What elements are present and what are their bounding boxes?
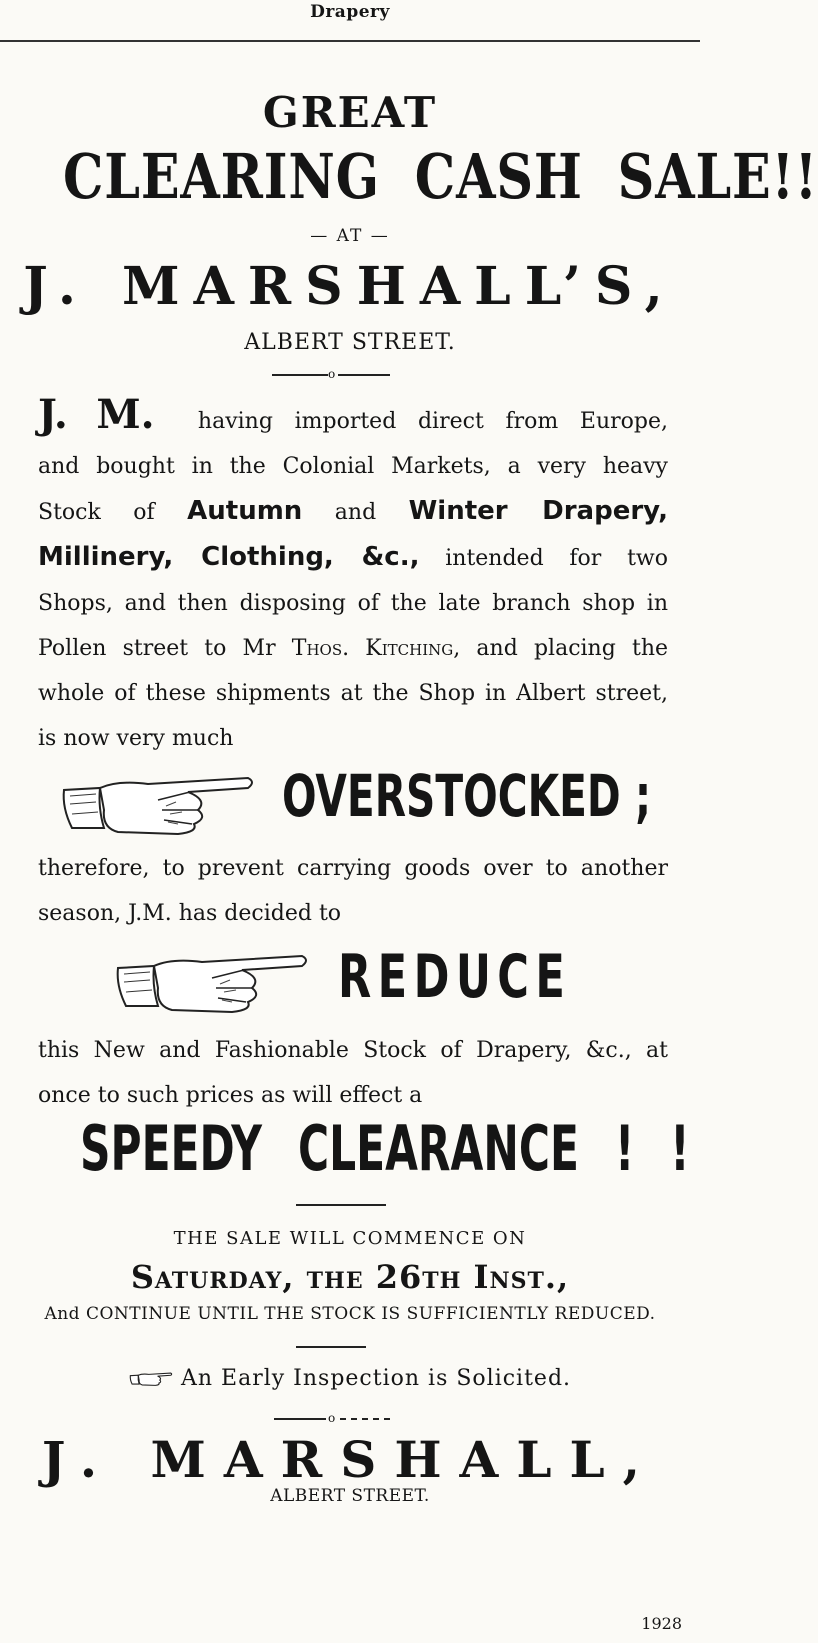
speedy-clearance-text: SPEEDY CLEARANCE ! ! bbox=[80, 1112, 690, 1185]
body-line: this New and Fashionable Stock of Drapery, &c., at bbox=[38, 1038, 668, 1063]
signature-name: J. MARSHALL, bbox=[41, 1430, 659, 1489]
headline-clearing-sale: CLEARING CASH SALE!! bbox=[63, 140, 818, 213]
initials: J. M. bbox=[38, 391, 155, 438]
body-line: season, J.M. has decided to bbox=[38, 901, 342, 926]
headline-great: GREAT bbox=[262, 88, 438, 137]
body-line: and bought in the Colonial Markets, a very heavy bbox=[38, 454, 668, 479]
body-line: once to such prices as will effect a bbox=[38, 1083, 423, 1108]
reduce-text: REDUCE bbox=[338, 942, 572, 1012]
merchant-name: J. MARSHALL’S, bbox=[23, 256, 677, 317]
pointing-hand-icon bbox=[112, 948, 312, 1018]
page-header bbox=[0, 0, 700, 42]
pointing-hand-icon bbox=[129, 1369, 173, 1389]
body-paragraph-3 bbox=[38, 1028, 668, 1118]
merchant-address: ALBERT STREET. bbox=[244, 330, 456, 355]
overstocked-text: OVERSTOCKED ; bbox=[282, 762, 652, 830]
sale-date: Saturday, the 26th Inst., bbox=[130, 1258, 570, 1296]
inspection-text: An Early Inspection is Solicited. bbox=[180, 1366, 572, 1391]
body-line: Shops, and then disposing of the late branch shop in bbox=[38, 591, 668, 616]
signature-address: ALBERT STREET. bbox=[270, 1486, 430, 1506]
body-line: whole of these shipments at the Shop in Albert street, bbox=[38, 681, 668, 706]
body-line: having imported direct from Europe, bbox=[197, 409, 668, 434]
body-paragraph-1: J. M. having imported direct from Europe, and bought in the Colonial Markets, a very heavy Stock of Autumn and Winter Drapery, Millinery, Clothing, &c., intended for two Shops, and then disposing of the late branch shop in Pollen street to Mr Thos. Kitching, and placing the whole of these shipments at the Shop in Albert street, is now very much bbox=[38, 392, 668, 761]
body-paragraph-2 bbox=[38, 846, 668, 936]
body-line: is now very much bbox=[38, 726, 234, 751]
advertisement-page: Drapery GREAT CLEARING CASH SALE!! — AT — J. MARSHALL’S, ALBERT STREET. o J. M. having imported direct from Europe, and bought in the Colonial Markets, a very heavy Stock of Autumn and Winter Drapery, Millinery, Clothing, &c., intended for two Shops, and then disposing of the late branch shop in Pollen street to Mr Thos. Kitching, and placing the whole of these shipments at the Shop in Albert street, is now very much OVERSTOCKED ; therefore, to prevent carrying goods over to another season, J.M. has decided to REDUCE this New and Fashionable Stock of Drapery, &c., at once to such prices as will effect a SPEEDY CLEARANCE ! ! THE SALE WILL COMMENCE ON Saturday, the 26th Inst., And CONTINUE UNTIL THE STOCK IS SUFFICIENTLY REDUCED. An Early Inspection is Solicited. o J. MARSHALL, ALBERT STREET. 1928 bbox=[0, 0, 700, 1643]
at-line: — AT — bbox=[310, 226, 390, 246]
page-number: 1928 bbox=[641, 1614, 682, 1633]
divider-rule bbox=[296, 1346, 366, 1348]
inspection-line bbox=[0, 1366, 700, 1391]
section-title: Drapery bbox=[310, 2, 390, 22]
divider-rule bbox=[296, 1204, 386, 1206]
sale-continue-line: And CONTINUE UNTIL THE STOCK IS SUFFICIENTLY REDUCED. bbox=[44, 1304, 656, 1324]
pointing-hand-icon bbox=[58, 770, 258, 840]
sale-commence-line: THE SALE WILL COMMENCE ON bbox=[173, 1228, 527, 1249]
body-line: therefore, to prevent carrying goods over to another bbox=[38, 856, 668, 881]
